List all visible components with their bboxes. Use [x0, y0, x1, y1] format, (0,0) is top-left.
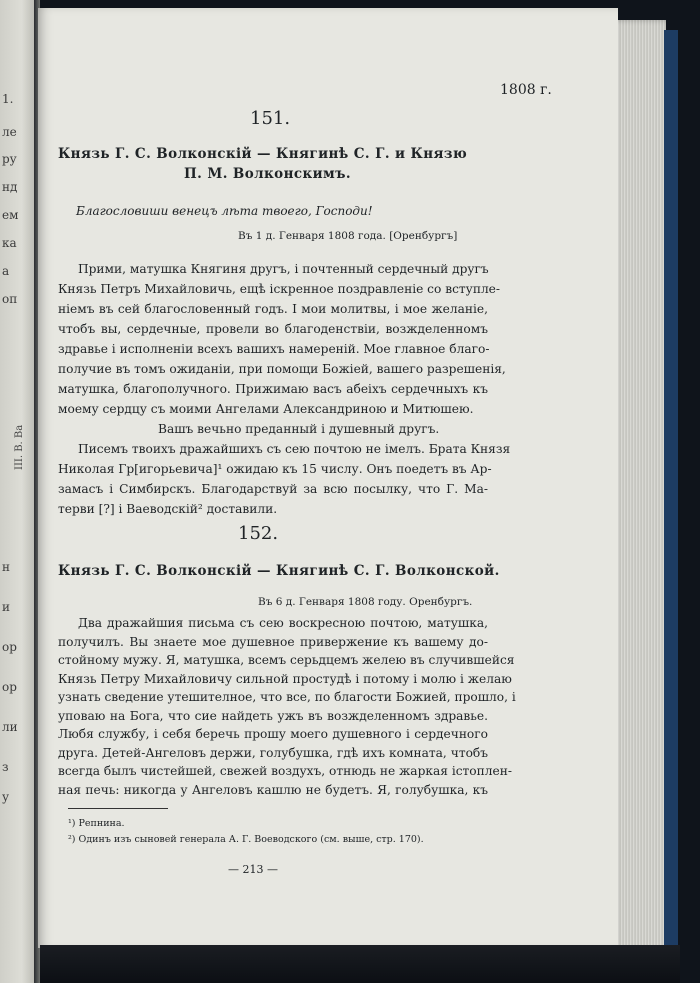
page-number: — 213 —	[228, 863, 278, 876]
body-line: Прими, матушка Княгиня другъ, і почтенный сердечный другъ	[78, 262, 489, 276]
epigraph: Благословиши венецъ лѣта твоего, Господи!	[76, 204, 373, 218]
signature-line: Вашъ вечьно преданный і душевный другъ.	[158, 422, 440, 436]
left-page-text: ли	[2, 720, 18, 734]
body-line: друга. Детей-Ангеловъ держи, голубушка, гдѣ ихъ комната, чтобъ	[58, 745, 488, 760]
body-line: терви [?] і Ваеводскій² доставили.	[58, 502, 278, 516]
left-page-text: ор	[2, 680, 17, 694]
body-line: Князь Петръ Михайловичь, ещѣ іскренное поздравленіе со вступле-	[58, 282, 501, 296]
book-page	[38, 8, 618, 948]
body-line: чтобъ вы, сердечные, провели во благоденствіи, возжделенномъ	[58, 322, 488, 336]
body-line: ная печь: никогда у Ангеловъ кашлю не будетъ. Я, голубушка, къ	[58, 782, 488, 797]
letter-number: 152.	[238, 523, 279, 544]
letter-dateline: Въ 6 д. Генваря 1808 году. Оренбургъ.	[258, 596, 473, 608]
running-header-year: 1808 г.	[500, 82, 552, 98]
left-page-text: у	[2, 790, 10, 804]
page-edges	[612, 20, 666, 950]
left-page-vertical-text: III. В. Ва	[14, 424, 25, 470]
left-page-text: и	[2, 600, 10, 614]
body-line: Николая Гр[игорьевича]¹ ожидаю къ 15 числу. Онъ поедетъ въ Ар-	[58, 462, 492, 476]
left-page-text: ле	[2, 125, 17, 139]
left-page-text: ем	[2, 208, 19, 222]
left-page-text: оп	[2, 292, 18, 306]
body-line: всегда былъ чистейшей, свежей воздухъ, отнюдь не жаркая істоплен-	[58, 764, 512, 778]
body-line: Любя службу, і себя беречь прошу моего душевного і сердечного	[58, 727, 488, 741]
footnote-rule	[68, 808, 168, 809]
footnote: ²) Одинъ изъ сыновей генерала А. Г. Воеводского (см. выше, стр. 170).	[68, 834, 424, 845]
letter-dateline: Въ 1 д. Генваря 1808 года. [Оренбургъ]	[238, 230, 458, 242]
letter-number: 151.	[250, 108, 291, 129]
footnote: ¹) Репнина.	[68, 818, 125, 829]
body-line: здравье і исполненіи всехъ вашихъ намереній. Мое главное благо-	[58, 342, 490, 356]
left-page-text: 1.	[2, 92, 14, 106]
body-line: получилъ. Вы знаете мое душевное привержение къ вашему до-	[58, 634, 488, 649]
left-page-text: ка	[2, 236, 17, 250]
body-line: ніемъ въ сей благословенный годъ. І мои молитвы, і мое желаніе,	[58, 302, 488, 316]
left-page-text: н	[2, 560, 10, 574]
letter-title-continued: П. М. Волконскимъ.	[184, 166, 352, 182]
body-line: моему сердцу съ моими Ангелами Александриною и Митюшею.	[58, 402, 474, 416]
book-cover-bottom	[40, 945, 680, 983]
letter-title: Князь Г. С. Волконскій — Княгинѣ С. Г. и Князю	[58, 146, 468, 162]
body-line: получие въ томъ ожиданіи, при помощи Божіей, вашего разрешенія,	[58, 362, 506, 376]
left-page-text: нд	[2, 180, 18, 194]
left-page-text: ру	[2, 152, 17, 166]
left-page-text: а	[2, 264, 10, 278]
body-line: замасъ і Симбирскъ. Благодарствуй за всю посылку, что Г. Ма-	[58, 482, 488, 496]
book-cover-edge	[664, 30, 678, 950]
body-line: Писемъ твоихъ дражайшихъ съ сею почтою не імелъ. Брата Князя	[78, 442, 511, 456]
body-line: стойному мужу. Я, матушка, всемъ серьдцемъ желею въ случившейся	[58, 653, 515, 667]
body-line: уповаю на Бога, что сие найдеть ужъ въ возжделенномъ здравье.	[58, 708, 488, 723]
body-line: Князь Петру Михайловичу сильной простудѣ і потому і молю і желаю	[58, 671, 512, 686]
body-line: Два дражайшия письма съ сею воскресною почтою, матушка,	[78, 616, 488, 630]
left-page-fragment	[0, 0, 36, 983]
left-page-text: з	[2, 760, 9, 774]
body-line: узнать сведение утешителное, что все, по благости Божией, прошло, і	[58, 690, 516, 704]
letter-title: Князь Г. С. Волконскій — Княгинѣ С. Г. Волконской.	[58, 563, 500, 579]
body-line: матушка, благополучного. Прижимаю васъ абеіхъ сердечныхъ къ	[58, 382, 488, 396]
left-page-text: ор	[2, 640, 17, 654]
